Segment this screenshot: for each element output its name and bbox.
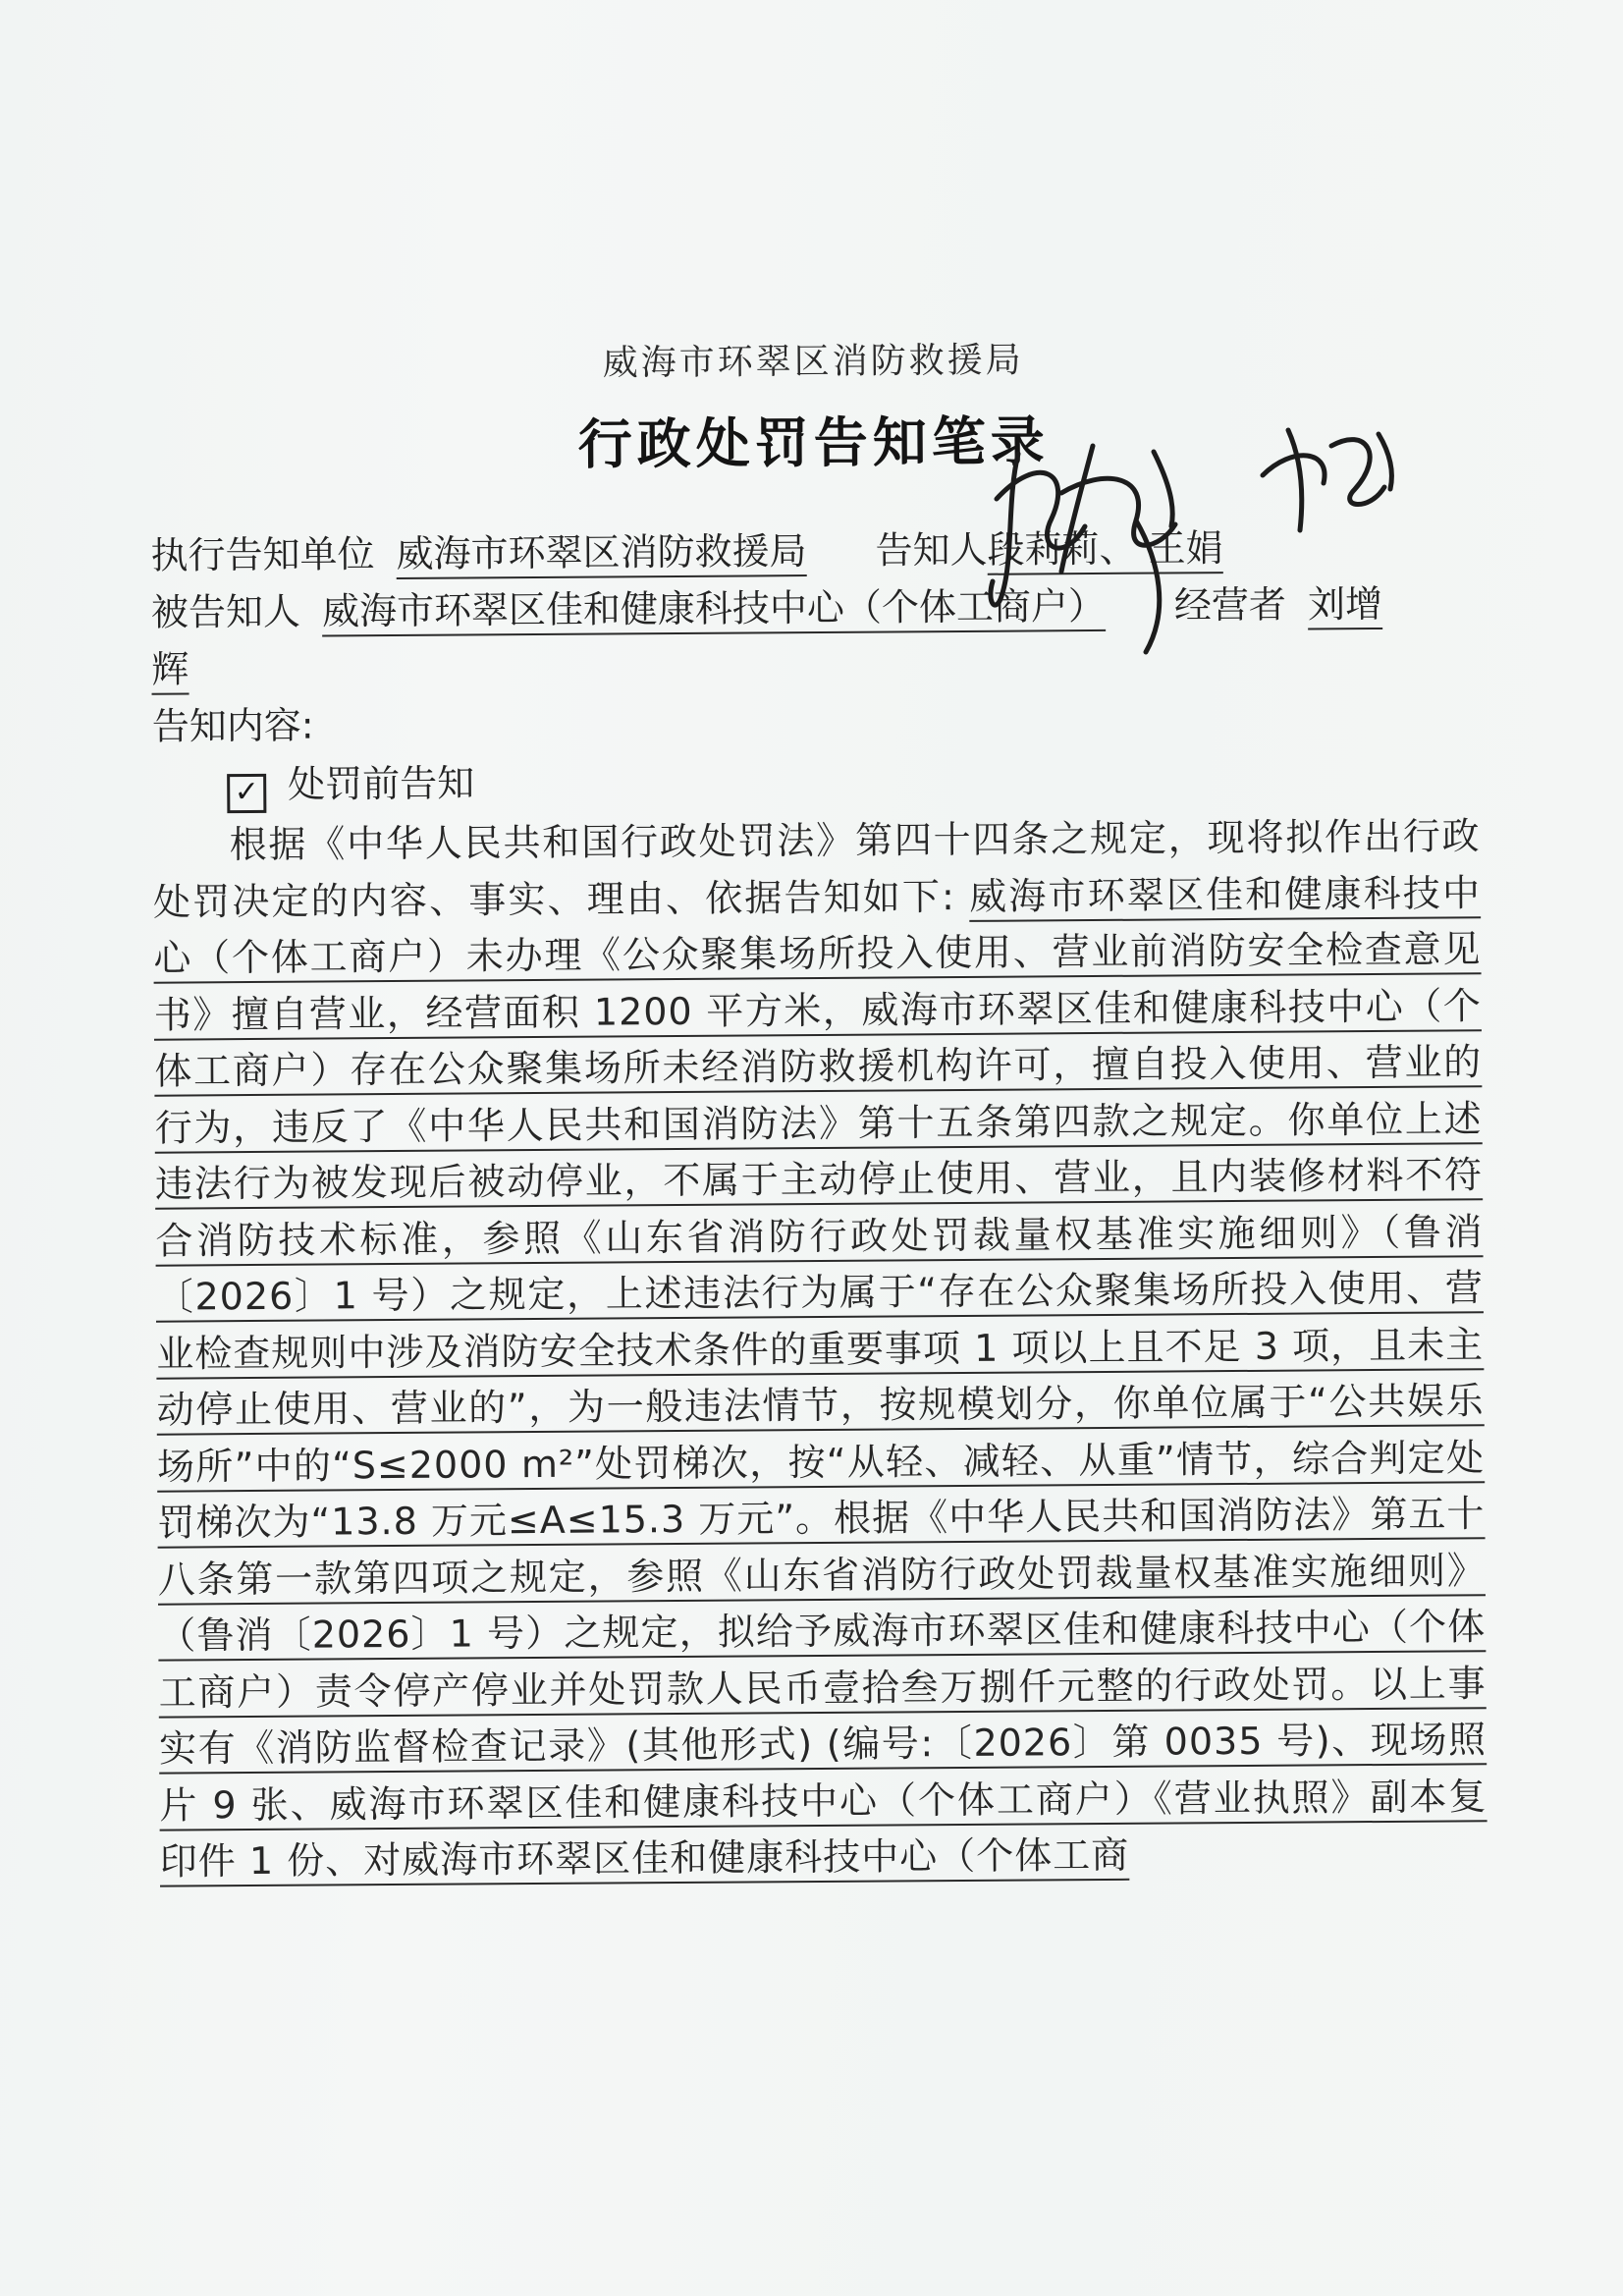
field-row-executor xyxy=(150,518,1478,583)
checkbox-row xyxy=(152,747,1480,813)
document-content xyxy=(149,329,1488,1890)
checkbox-option-label: 处罚前告知 xyxy=(288,761,475,806)
notified-value: 威海市环翠区佳和健康科技中心（个体工商户） xyxy=(321,583,1107,633)
operator-label: 经营者 xyxy=(1173,582,1287,628)
executor-value: 威海市环翠区消防救援局 xyxy=(396,529,807,575)
executor-label: 执行告知单位 xyxy=(150,532,375,577)
content-heading: 告知内容: xyxy=(151,703,314,748)
paragraph-statement: 威海市环翠区佳和健康科技中心（个体工商户）未办理《公众聚集场所投入使用、营业前消防安全检查意见书》擅自营业，经营面积 1200 平方米，威海市环翠区佳和健康科技中心（个体工商户）存在公众聚集场所未经消防救援机构许可，擅自投入使用、营业的行为，违反了《中华人民共和国消防法》第十五条第四款之规定。你单位上述违法行为被发现后被动停业，不属于主动停止使用、营业，且内装修材料不符合消防技术标准，参照《山东省消防行政处罚裁量权基准实施细则》（鲁消〔2026〕1 号）之规定，上述违法行为属于“存在公众聚集场所投入使用、营业检查规则中涉及消防安全技术条件的重要事项 1 项以上且不足 3 项，且未主动停止使用、营业的”，为一般违法情节，按规模划分，你单位属于“公共娱乐场所”中的“S≤2000 m²”处罚梯次，按“从轻、减轻、从重”情节，综合判定处罚梯次为“13.8 万元≤A≤15.3 万元”。根据《中华人民共和国消防法》第五十八条第一款第四项之规定，参照《山东省消防行政处罚裁量权基准实施细则》（鲁消〔2026〕1 号）之规定，拟给予威海市环翠区佳和健康科技中心（个体工商户）责令停产停业并处罚款人民币壹拾叁万捌仟元整的行政处罚。以上事实有《消防监督检查记录》(其他形式) (编号:〔2026〕第 0035 号)、现场照片 9 张、威海市环翠区佳和健康科技中心（个体工商户）《营业执照》副本复印件 1 份、对威海市环翠区佳和健康科技中心（个体工商 xyxy=(153,870,1488,1884)
field-row-notified xyxy=(151,574,1479,640)
notifier-value: 段莉莉、 王娟 xyxy=(987,526,1223,572)
form-fields xyxy=(150,518,1480,813)
notifier-label: 告知人 xyxy=(875,527,988,573)
notified-label: 被告知人 xyxy=(150,589,301,634)
checked-checkbox-icon: ✓ xyxy=(227,774,266,813)
doc-title: 行政处罚告知笔录 xyxy=(577,410,1050,476)
operator-value-part1: 刘增 xyxy=(1307,581,1383,627)
org-header: 威海市环翠区消防救援局 xyxy=(602,340,1024,384)
notification-paragraph xyxy=(152,808,1488,1890)
paragraph-intro: 根据《中华人民共和国行政处罚法》第四十四条之规定，现将拟作出行政处罚决定的内容、事实、理由、依据告知如下: xyxy=(152,814,1481,924)
operator-value-part2: 辉 xyxy=(151,647,189,691)
field-row-notified-wrap xyxy=(151,631,1479,697)
